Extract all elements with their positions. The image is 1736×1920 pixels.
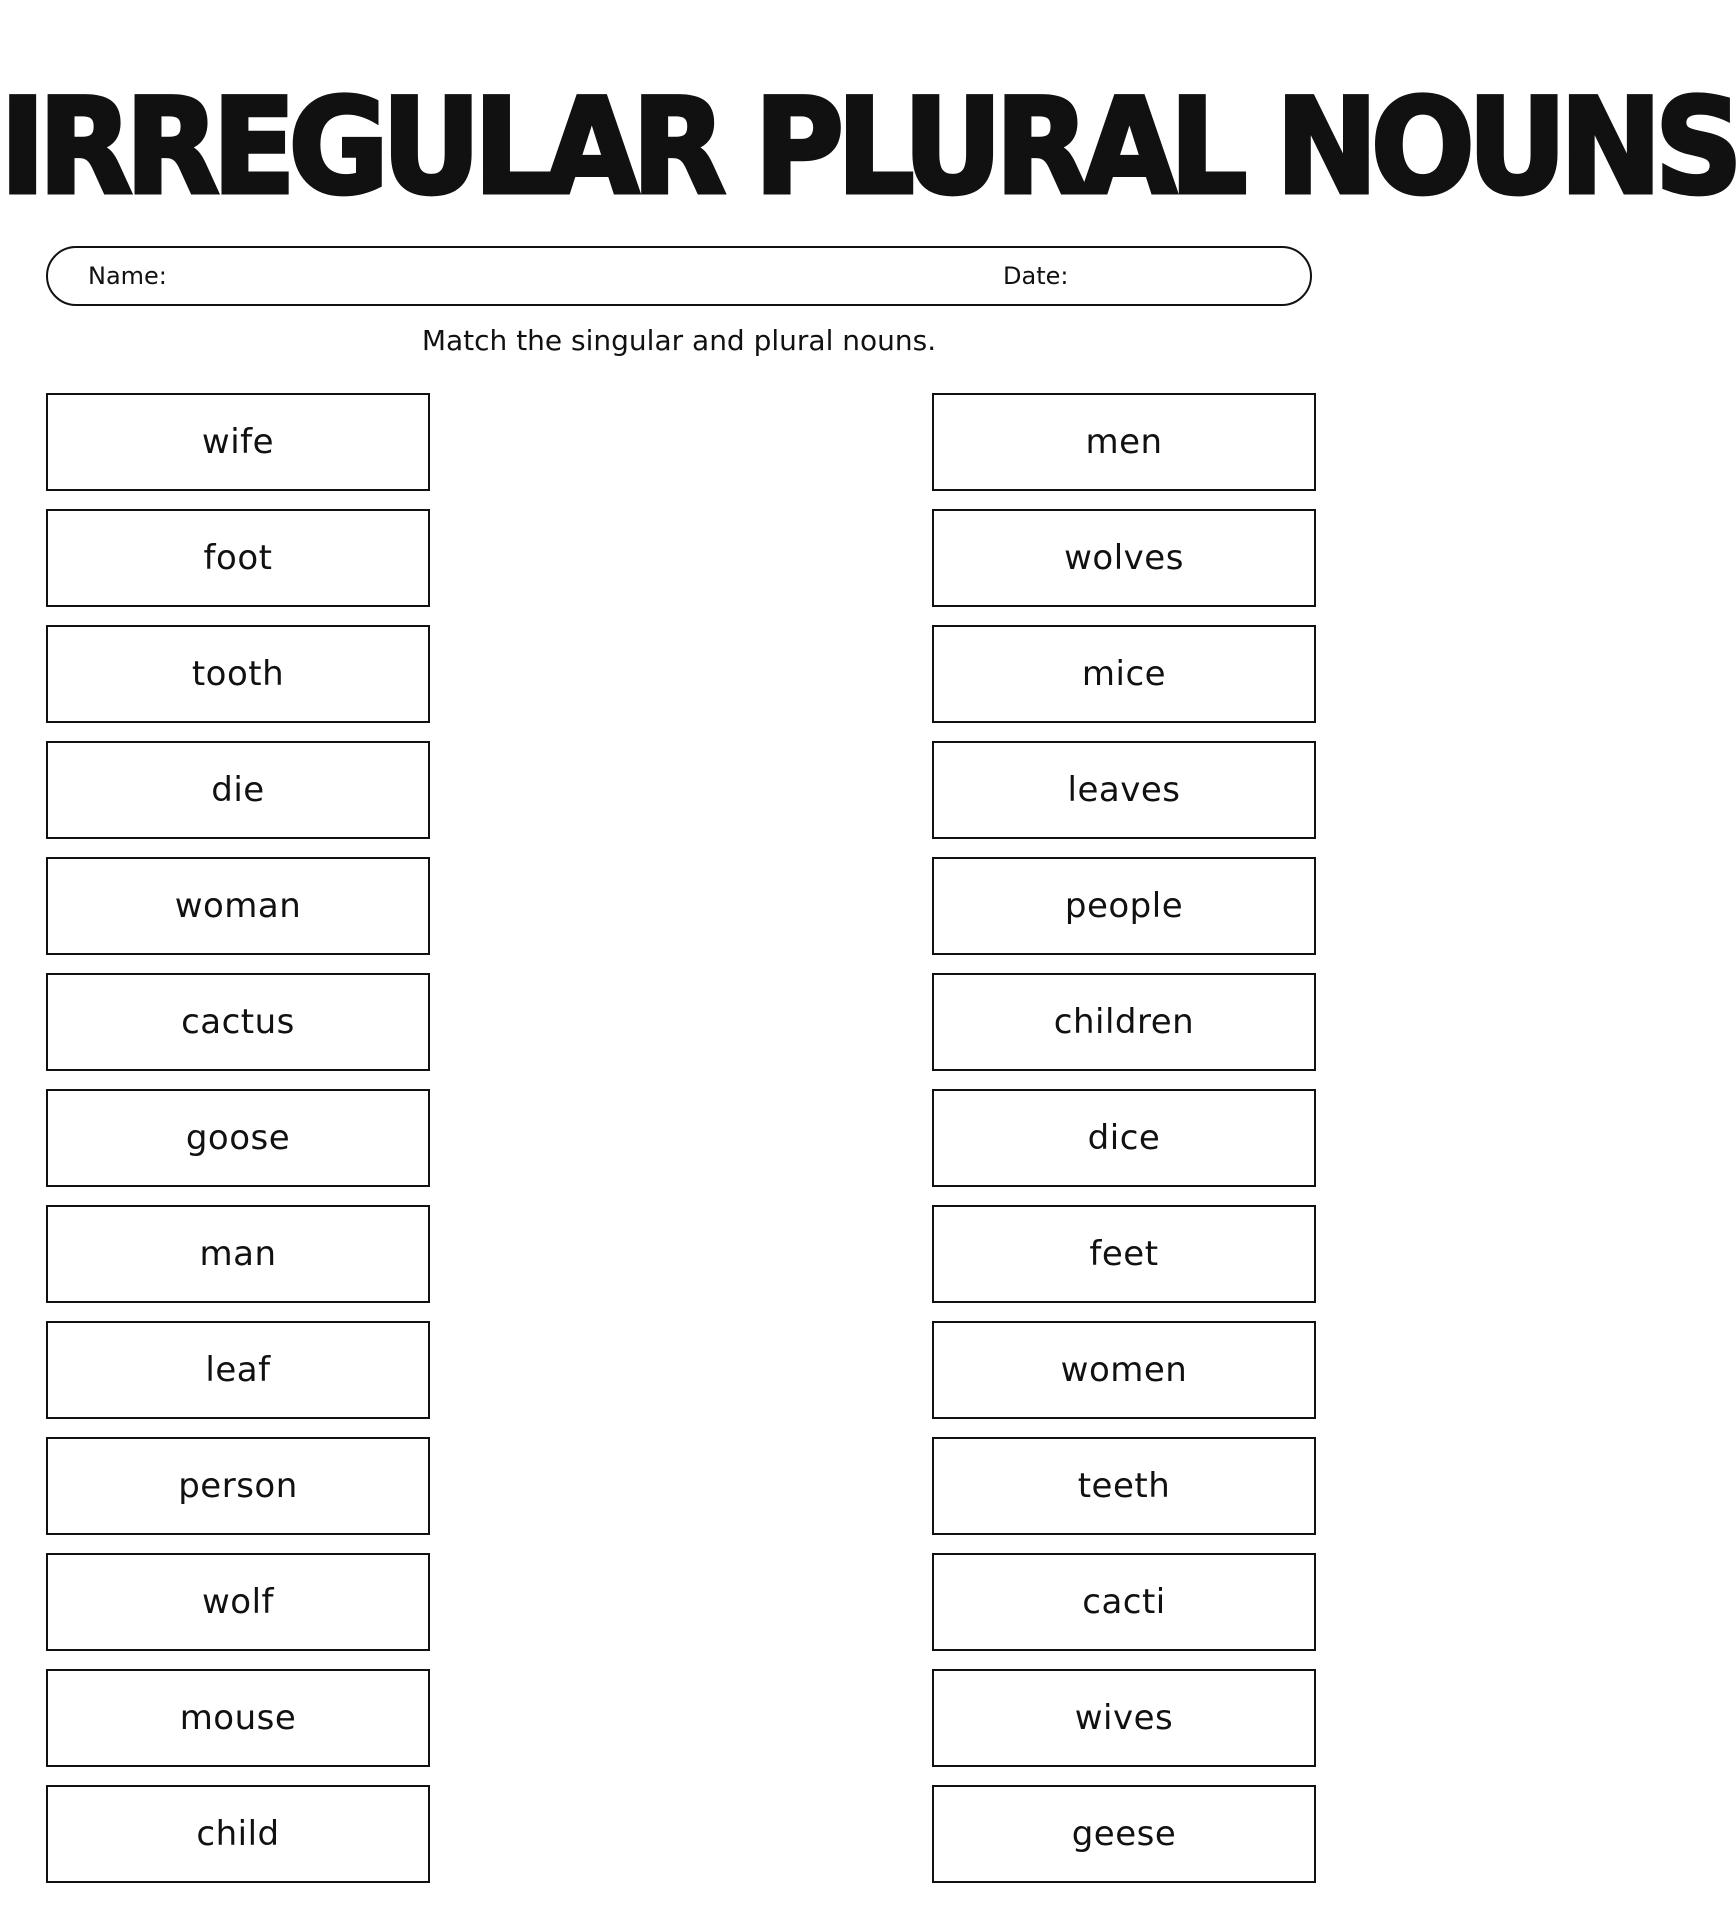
plural-word-box[interactable]: women	[932, 1321, 1316, 1419]
date-label: Date:	[1003, 262, 1069, 290]
singular-word-box[interactable]: foot	[46, 509, 430, 607]
plural-word-box[interactable]: wives	[932, 1669, 1316, 1767]
singular-column	[46, 393, 430, 1901]
worksheet-title: IRREGULAR PLURAL NOUNS	[0, 70, 1736, 224]
singular-word-box[interactable]: tooth	[46, 625, 430, 723]
singular-word-box[interactable]: goose	[46, 1089, 430, 1187]
plural-word-box[interactable]: wolves	[932, 509, 1316, 607]
plural-word-box[interactable]: dice	[932, 1089, 1316, 1187]
plural-word-box[interactable]: teeth	[932, 1437, 1316, 1535]
singular-word-box[interactable]: leaf	[46, 1321, 430, 1419]
singular-word-box[interactable]: wife	[46, 393, 430, 491]
plural-word-box[interactable]: feet	[932, 1205, 1316, 1303]
singular-word-box[interactable]: person	[46, 1437, 430, 1535]
singular-word-box[interactable]: woman	[46, 857, 430, 955]
singular-word-box[interactable]: mouse	[46, 1669, 430, 1767]
singular-word-box[interactable]: man	[46, 1205, 430, 1303]
plural-word-box[interactable]: mice	[932, 625, 1316, 723]
name-label: Name:	[88, 262, 167, 290]
plural-word-box[interactable]: cacti	[932, 1553, 1316, 1651]
singular-word-box[interactable]: die	[46, 741, 430, 839]
plural-word-box[interactable]: geese	[932, 1785, 1316, 1883]
instructions: Match the singular and plural nouns.	[421, 324, 937, 357]
singular-word-box[interactable]: wolf	[46, 1553, 430, 1651]
name-date-bar	[46, 246, 1312, 306]
plural-word-box[interactable]: children	[932, 973, 1316, 1071]
singular-word-box[interactable]: cactus	[46, 973, 430, 1071]
plural-word-box[interactable]: people	[932, 857, 1316, 955]
plural-word-box[interactable]: men	[932, 393, 1316, 491]
plural-column	[932, 393, 1316, 1901]
plural-word-box[interactable]: leaves	[932, 741, 1316, 839]
singular-word-box[interactable]: child	[46, 1785, 430, 1883]
